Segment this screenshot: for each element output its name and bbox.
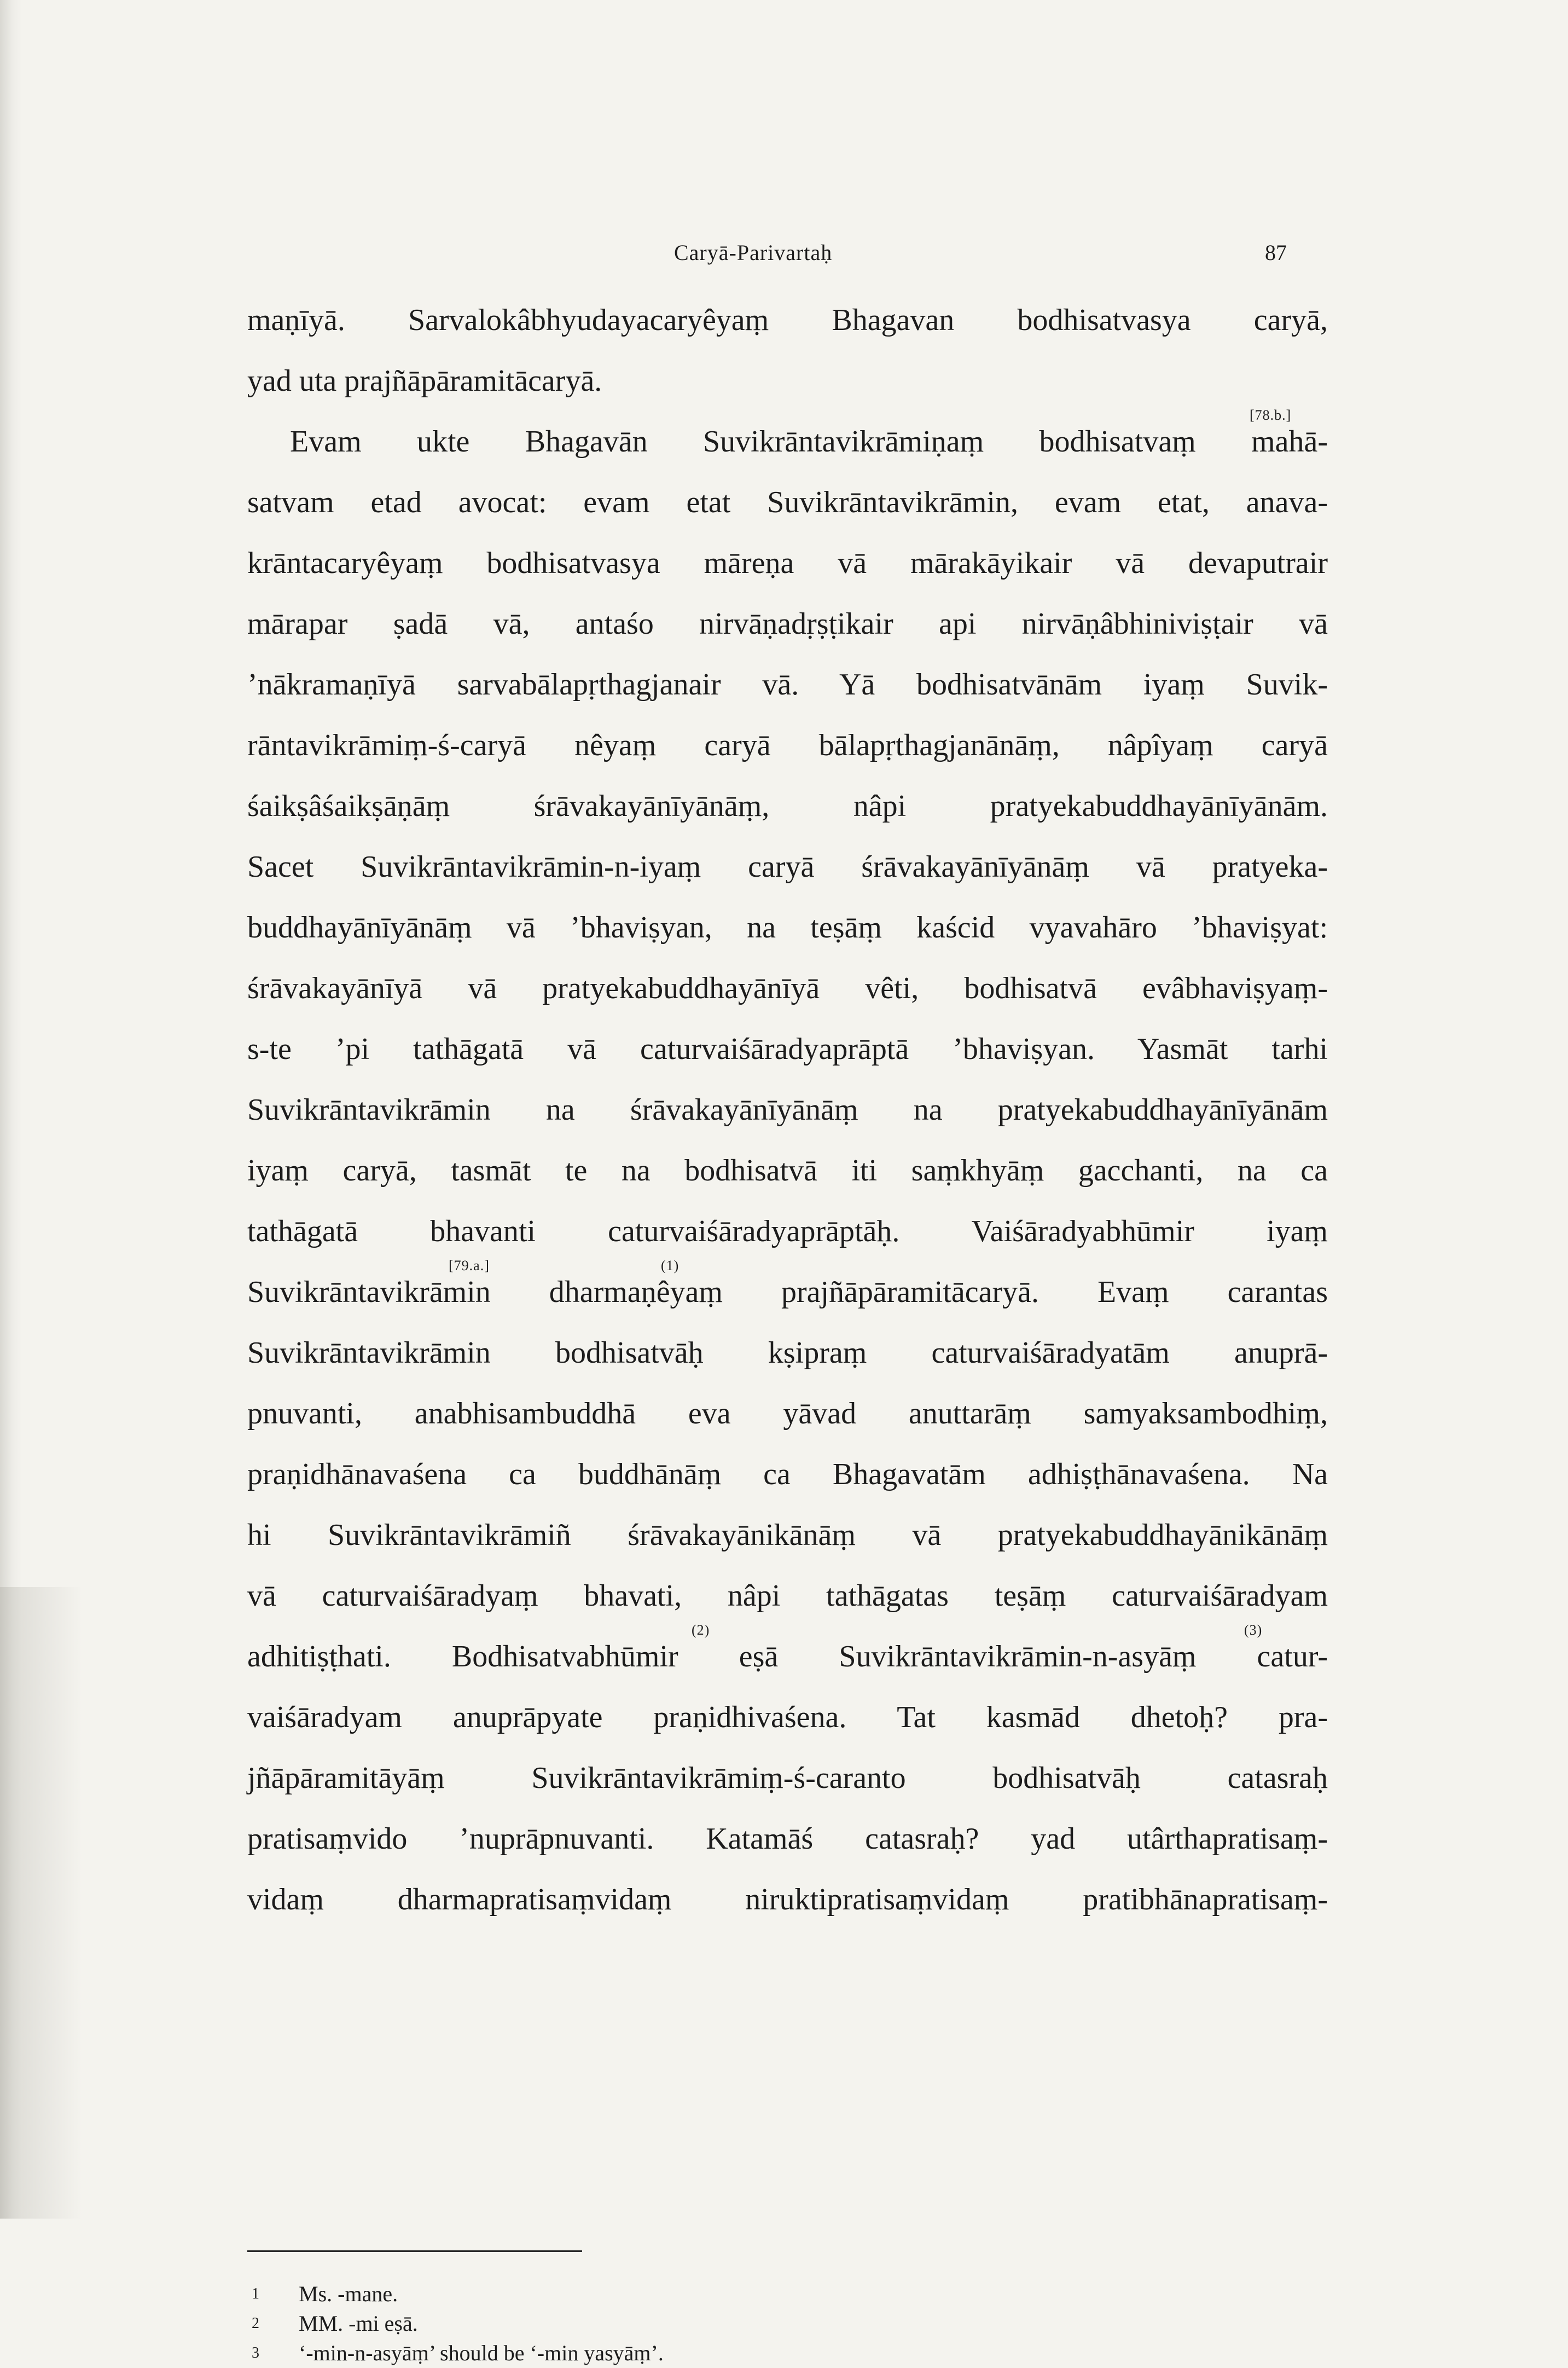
note-marker-1: (1) (661, 1258, 680, 1273)
footnote-number: 2 (252, 2315, 259, 2332)
note-marker-2: (2) (692, 1622, 710, 1638)
footnote-divider (247, 2250, 582, 2252)
text-line: pnuvanti, anabhisambuddhā eva yāvad anuttarāṃ samyaksambodhiṃ, (247, 1397, 1328, 1431)
footnote-text: Ms. -mane. (299, 2282, 398, 2306)
text-line: [78.b.] Evam ukte Bhagavān Suvikrāntavikrāmiṇaṃ bodhisatvaṃ mahā- (290, 407, 1328, 459)
text-line: hi Suvikrāntavikrāmiñ śrāvakayānikānāṃ vā pratyekabuddhayānikānāṃ (247, 1518, 1328, 1552)
text-line: Sacet Suvikrāntavikrāmin-n-iyaṃ caryā śrāvakayānīyānāṃ vā pratyeka- (247, 850, 1328, 884)
text-line: jñāpāramitāyāṃ Suvikrāntavikrāmiṃ-ś-caranto bodhisatvāḥ catasraḥ (247, 1761, 1328, 1795)
footnote-number: 1 (252, 2285, 259, 2302)
footnote-text: MM. -mi eṣā. (299, 2311, 418, 2336)
text-line: vā caturvaiśāradyaṃ bhavati, nâpi tathāgatas teṣāṃ caturvaiśāradyam (247, 1579, 1328, 1613)
text-line: tathāgatā bhavanti caturvaiśāradyaprāptāḥ. Vaiśāradyabhūmir iyaṃ (247, 1214, 1328, 1248)
text-line: iyaṃ caryā, tasmāt te na bodhisatvā iti saṃkhyāṃ gacchanti, na ca (247, 1154, 1328, 1188)
text-line: krāntacaryêyaṃ bodhisatvasya māreṇa vā mārakāyikair vā devaputrair (247, 546, 1328, 580)
text-line: satvam etad avocat: evam etat Suvikrāntavikrāmin, evam etat, anava- (247, 485, 1328, 519)
text-line: buddhayānīyānāṃ vā ’bhaviṣyan, na teṣāṃ kaścid vyavahāro ’bhaviṣyat: (247, 911, 1328, 945)
text-line: Suvikrāntavikrāmin na śrāvakayānīyānāṃ na pratyekabuddhayānīyānām (247, 1093, 1328, 1127)
text-line: maṇīyā. Sarvalokâbhyudayacaryêyaṃ Bhagavan bodhisatvasya caryā, (247, 303, 1328, 337)
running-head: Caryā-Parivartaḥ (674, 240, 833, 265)
text-line: mārapar ṣadā vā, antaśo nirvāṇadṛṣṭikair api nirvāṇâbhiniviṣṭair vā (247, 607, 1328, 641)
folio-marker-79a: [79.a.] (449, 1258, 490, 1273)
footnote (252, 2309, 664, 2338)
footnotes (252, 2279, 664, 2368)
footnote (252, 2338, 664, 2368)
text-line: yad uta prajñāpāramitācaryā. (247, 364, 602, 398)
text-line: pratisaṃvido ’nuprāpnuvanti. Katamāś catasraḥ? yad utârthapratisaṃ- (247, 1822, 1328, 1856)
text-line: rāntavikrāmiṃ-ś-caryā nêyaṃ caryā bālapṛthagjanānāṃ, nâpîyaṃ caryā (247, 728, 1328, 762)
text-line: vidaṃ dharmapratisaṃvidaṃ niruktipratisaṃvidaṃ pratibhānapratisaṃ- (247, 1883, 1328, 1917)
text-line: (2) (3) adhitiṣṭhati. Bodhisatvabhūmir eṣā Suvikrāntavikrāmin-n-asyāṃ catur- (247, 1622, 1328, 1674)
body-text (247, 290, 1328, 1930)
text-line: śrāvakayānīyā vā pratyekabuddhayānīyā vêti, bodhisatvā evâbhaviṣyaṃ- (247, 971, 1328, 1005)
footnote (252, 2279, 664, 2309)
scan-shading (0, 1587, 82, 2219)
text-line: praṇidhānavaśena ca buddhānāṃ ca Bhagavatām adhiṣṭhānavaśena. Na (247, 1457, 1328, 1491)
text-line: Suvikrāntavikrāmin bodhisatvāḥ kṣipraṃ caturvaiśāradyatām anuprā- (247, 1336, 1328, 1370)
text-line: ’nākramaṇīyā sarvabālapṛthagjanair vā. Yā bodhisatvānām iyaṃ Suvik- (247, 668, 1328, 702)
text-line: [79.a.] (1) Suvikrāntavikrāmin dharmaṇêyaṃ prajñāpāramitācaryā. Evaṃ carantas (247, 1258, 1328, 1309)
note-marker-3: (3) (1244, 1622, 1263, 1638)
footnote-number: 3 (252, 2344, 259, 2361)
text-line: vaiśāradyam anuprāpyate praṇidhivaśena. Tat kasmād dhetoḥ? pra- (247, 1700, 1328, 1734)
page-number: 87 (1265, 240, 1287, 265)
footnote-text: ‘-min-n-asyāṃ’ should be ‘-min yasyāṃ’. (299, 2341, 664, 2365)
text-line: śaikṣâśaikṣāṇāṃ śrāvakayānīyānāṃ, nâpi pratyekabuddhayānīyānām. (247, 789, 1328, 823)
text-line: s-te ’pi tathāgatā vā caturvaiśāradyaprāptā ’bhaviṣyan. Yasmāt tarhi (247, 1032, 1328, 1066)
folio-marker-78b: [78.b.] (1250, 407, 1292, 423)
